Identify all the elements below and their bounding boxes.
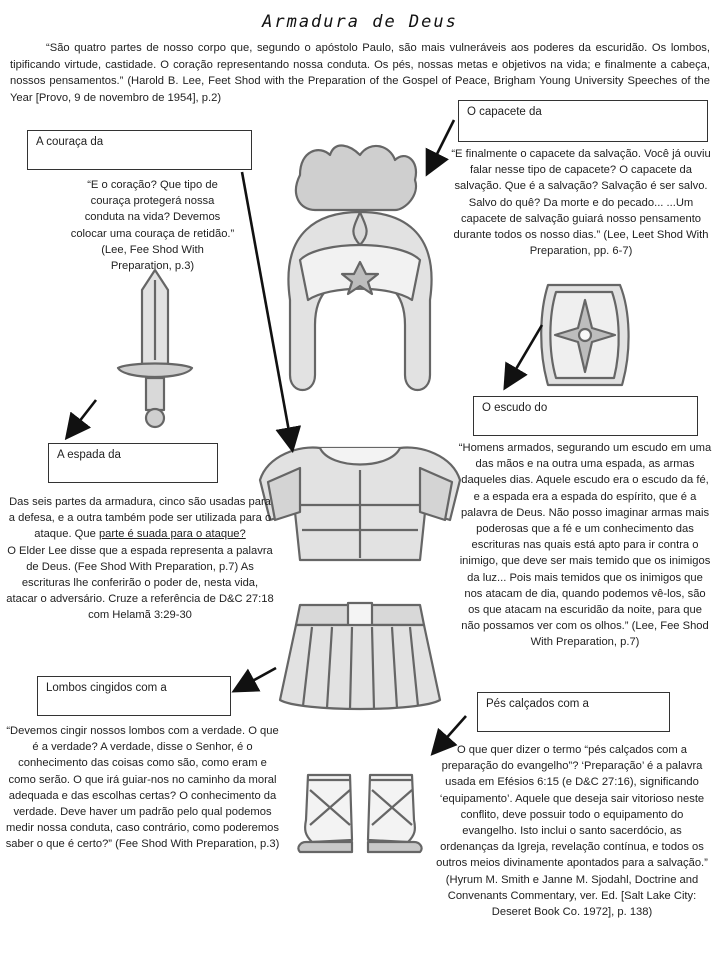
feet-label-box[interactable] (477, 692, 670, 732)
sword-quote-part1: Das seis partes da armadura, cinco são usadas para a defesa, e a outra também pode ser utilizada para o ataque. Que (8, 496, 272, 541)
loins-label-box[interactable] (37, 676, 231, 716)
shield-quote: “Homens armados, segurando um escudo em uma das mãos e na outra uma espada, as armas daqueles dias. Aquele escudo era o escudo da fé, e a espada era a espada do espírito, que é a palavra de Deus. Não posso imaginar armas mais poderosas que a fé e um conhecimento das escrituras nas quais está apto para ir contra o inimigo, que deve ser mais temido que os inimigos da luz... Pois mais temidos que os inimigos que nos atacam de dia, quando podemos vê-los, são os que atacam na escuridão da noite, para que não possamos ver com os olhos.” (Lee, Fee Shod With Preparation, p.7) (458, 442, 712, 649)
sandals-icon (298, 775, 421, 852)
intro-quote: “São quatro partes de nosso corpo que, segundo o apóstolo Paulo, são mais vulneráveis aos poderes da escuridão. Os lombos, tipificando virtude, castidade. O coração representando nossa conduta. Os pés, nossas metas e objetivos na vida; e finalmente a cabeça, nossos pensamentos.” (Harold B. Lee, Feet Shod with the Preparation of the Gospel of Peace, Brigham Young University Speeches of the Year [Provo, 9 de novembro de 1954], p.2) (10, 42, 710, 104)
helmet-icon (288, 146, 431, 390)
sword-icon (118, 270, 192, 427)
feet-quote: O que quer dizer o termo “pés calçados com a preparação do evangelho”? ‘Preparação’ é a palavra usada em Efésios 6:15 (e D&C 27:16), significando ‘equipamento’. Aquele que deseja sair vitorioso neste conflito, deve possuir todo o equipamento do evangelho. Isto inclui o santo sacerdócio, as ordenanças da Igreja, revelação contínua, e todos os outros meios divinamente apontados para a salvação.” (Hyrum M. Smith e Janne M. Sjodahl, Doctrine and Convenants Commentary, ver. Ed. [Salt Lake City: Deseret Book Co. 1972], p. 138) (436, 744, 708, 919)
sword-quote-underlined: parte é suada para o ataque? (98, 528, 246, 541)
breastplate-label-box[interactable] (27, 130, 252, 170)
sword-label-box[interactable] (48, 443, 218, 483)
loins-quote: “Devemos cingir nossos lombos com a verdade. O que é a verdade? A verdade, disse o Senhor, é o conhecimento das coisas como são, como eram e como serão. O que irá guiar-nos no caminho da moral adequada e das escolhas certas? O conhecimento da verdade. Deve haver um padrão pelo qual podemos medir nossa conduta, caso contrário, como poderemos saber o que é certo?” (Fee Shod With Preparation, p.3) (5, 725, 280, 851)
page-title: Armadura de Deus (262, 12, 458, 32)
shield-label: O escudo do (482, 402, 548, 414)
feet-label: Pés calçados com a (486, 698, 589, 710)
belt-of-truth-icon (280, 603, 440, 709)
helmet-label: O capacete da (467, 106, 542, 118)
sword-quote (5, 494, 275, 624)
breastplate-label: A couraça da (36, 136, 104, 148)
breastplate-icon (260, 447, 460, 560)
sword-quote-part2: O Elder Lee disse que a espada representa a palavra de Deus. (Fee Shod With Preparation, p.7) As escrituras lhe conferirão o poder de, nesta vida, atacar o adversário. Cruze a referência de D&C 27:18 com Helamã 3:29-30 (6, 544, 274, 622)
breastplate-quote: “E o coração? Que tipo de couraça protegerá nossa conduta na vida? Devemos colocar uma couraça de retidão.” (Lee, Fee Shod With Preparation, p.3) (70, 179, 235, 273)
shield-icon (541, 285, 628, 385)
shield-label-box[interactable] (473, 396, 698, 436)
sword-label: A espada da (57, 449, 121, 461)
helmet-quote: “E finalmente o capacete da salvação. Você já ouviu falar nesse tipo de capacete? O capacete da salvação. Que é a salvação? Salvação é ser salvo. Salvo do quê? Da morte e do pecado... ...Um capacete de salvação guiará nosso pensamento durante todos os nosso dias.” (Lee, Leet Shod With Preparation, pp. 6-7) (451, 148, 711, 258)
loins-label: Lombos cingidos com a (46, 682, 167, 694)
helmet-label-box[interactable] (458, 100, 708, 142)
